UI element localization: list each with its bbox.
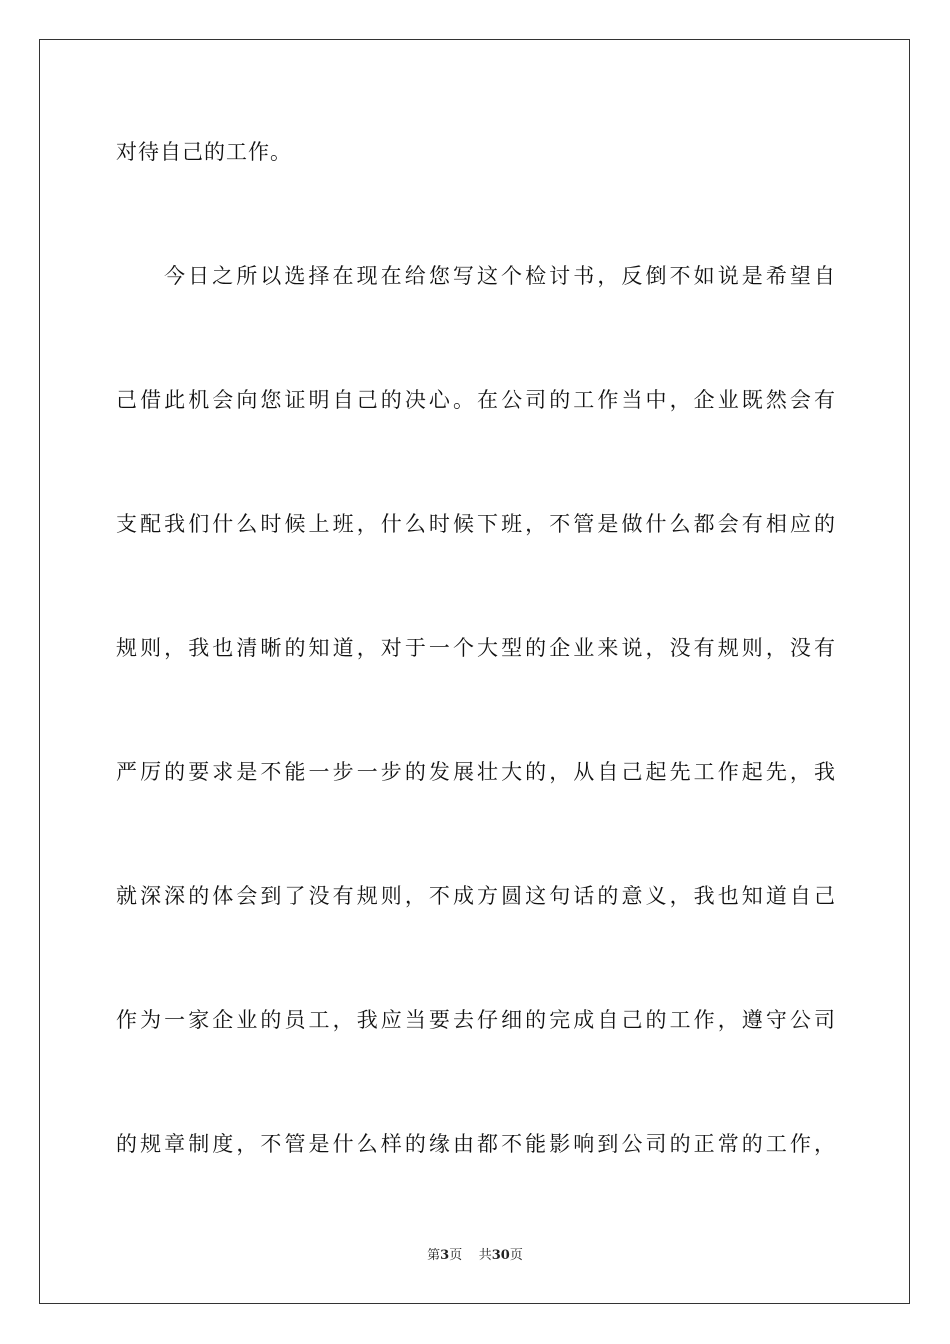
text-line-3: 己借此机会向您证明自己的决心。在公司的工作当中，企业既然会有	[116, 388, 836, 412]
total-prefix: 共	[478, 1248, 492, 1263]
text-line-8: 作为一家企业的员工，我应当要去仔细的完成自己的工作，遵守公司	[116, 1008, 836, 1032]
page-suffix: 页	[449, 1248, 463, 1263]
text-line-4: 支配我们什么时候上班，什么时候下班，不管是做什么都会有相应的	[116, 512, 836, 536]
page-border	[39, 39, 910, 1304]
paragraph-start-line: 今日之所以选择在现在给您写这个检讨书，反倒不如说是希望自	[164, 264, 836, 288]
text-line-9: 的规章制度，不管是什么样的缘由都不能影响到公司的正常的工作，	[116, 1132, 836, 1156]
text-line-5: 规则，我也清晰的知道，对于一个大型的企业来说，没有规则，没有	[116, 636, 836, 660]
text-line-1: 对待自己的工作。	[116, 140, 292, 164]
total-pages: 30	[491, 1248, 510, 1263]
total-suffix: 页	[509, 1248, 523, 1263]
text-line-6: 严厉的要求是不能一步一步的发展壮大的，从自己起先工作起先，我	[116, 760, 836, 784]
text-line-7: 就深深的体会到了没有规则，不成方圆这句话的意义，我也知道自己	[116, 884, 836, 908]
page-footer	[0, 1246, 950, 1266]
page-number: 3	[440, 1248, 450, 1263]
page-prefix: 第	[427, 1248, 441, 1263]
